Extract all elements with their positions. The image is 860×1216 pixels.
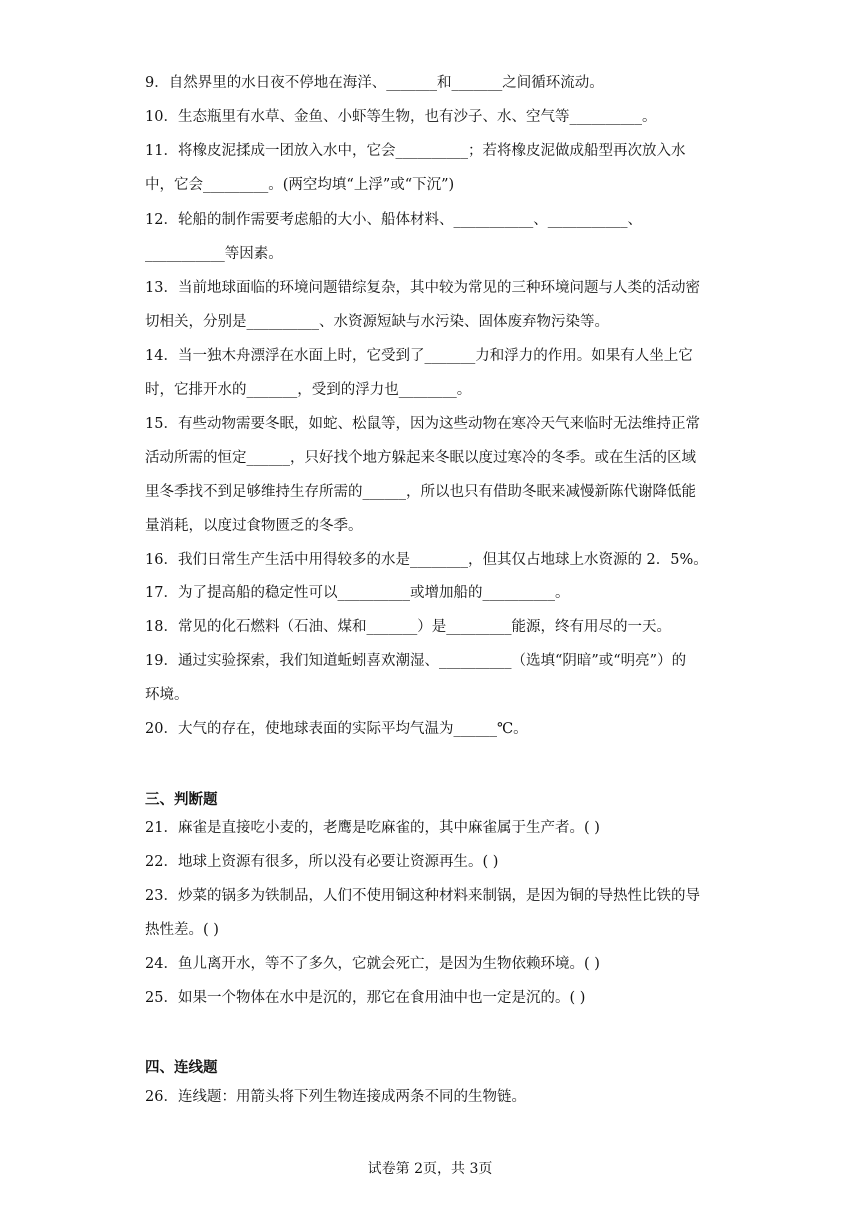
question-20-line-1: 20．大气的存在，使地球表面的实际平均气温为______℃。 bbox=[145, 721, 528, 737]
question-11-line-1: 11．将橡皮泥揉成一团放入水中，它会__________；若将橡皮泥做成船型再次放入水 bbox=[145, 143, 686, 159]
question-19-line-2: 环境。 bbox=[145, 687, 189, 703]
question-10-line-1: 10．生态瓶里有水草、金鱼、小虾等生物，也有沙子、水、空气等__________。 bbox=[145, 109, 657, 125]
question-23-line-1: 23．炒菜的锅多为铁制品，人们不使用铜这种材料来制锅，是因为铜的导热性比铁的导 bbox=[145, 888, 700, 904]
question-24-line-1: 24．鱼儿离开水，等不了多久，它就会死亡，是因为生物依赖环境。( ) bbox=[145, 956, 600, 972]
question-9-line-1: 9．自然界里的水日夜不停地在海洋、_______和_______之间循环流动。 bbox=[145, 75, 604, 91]
question-12-line-2: ___________等因素。 bbox=[145, 246, 283, 262]
question-15-line-1: 15．有些动物需要冬眠，如蛇、松鼠等，因为这些动物在寒冷天气来临时无法维持正常 bbox=[145, 416, 700, 432]
question-13-line-2: 切相关，分别是__________、水资源短缺与水污染、固体废弃物污染等。 bbox=[145, 314, 609, 330]
page-footer: 试卷第 2页，共 3页 bbox=[367, 1161, 493, 1177]
question-11-line-2: 中，它会_________。(两空均填“上浮”或“下沉”) bbox=[145, 177, 455, 193]
question-19-line-1: 19．通过实验探索，我们知道蚯蚓喜欢潮湿、__________（选填“阴暗”或“明亮”）的 bbox=[145, 653, 687, 669]
question-12-line-1: 12．轮船的制作需要考虑船的大小、船体材料、___________、___________、 bbox=[145, 212, 642, 228]
question-22-line-1: 22．地球上资源有很多，所以没有必要让资源再生。( ) bbox=[145, 854, 499, 870]
question-14-line-2: 时，它排开水的_______，受到的浮力也________。 bbox=[145, 382, 472, 398]
section-4-heading: 四、连线题 bbox=[145, 1059, 218, 1076]
question-21-line-1: 21．麻雀是直接吃小麦的，老鹰是吃麻雀的，其中麻雀属于生产者。( ) bbox=[145, 820, 600, 836]
question-23-line-2: 热性差。( ) bbox=[145, 922, 219, 938]
question-25-line-1: 25．如果一个物体在水中是沉的，那它在食用油中也一定是沉的。( ) bbox=[145, 990, 586, 1006]
question-17-line-1: 17．为了提高船的稳定性可以__________或增加船的__________。 bbox=[145, 585, 570, 601]
question-15-line-4: 量消耗，以度过食物匮乏的冬季。 bbox=[145, 518, 363, 534]
question-16-line-1: 16．我们日常生产生活中用得较多的水是________，但其仅占地球上水资源的 2．5%。 bbox=[145, 552, 708, 568]
section-3-heading: 三、判断题 bbox=[145, 791, 218, 808]
question-13-line-1: 13．当前地球面临的环境问题错综复杂，其中较为常见的三种环境问题与人类的活动密 bbox=[145, 280, 700, 296]
question-26-line-1: 26．连线题：用箭头将下列生物连接成两条不同的生物链。 bbox=[145, 1089, 526, 1105]
question-15-line-2: 活动所需的恒定______，只好找个地方躲起来冬眠以度过寒冷的冬季。或在生活的区域 bbox=[145, 450, 696, 466]
question-18-line-1: 18．常见的化石燃料（石油、煤和_______）是_________能源，终有用尽的一天。 bbox=[145, 619, 671, 635]
question-14-line-1: 14．当一独木舟漂浮在水面上时，它受到了_______力和浮力的作用。如果有人坐上它 bbox=[145, 348, 693, 364]
question-15-line-3: 里冬季找不到足够维持生存所需的______，所以也只有借助冬眠来减慢新陈代谢降低能 bbox=[145, 484, 696, 500]
